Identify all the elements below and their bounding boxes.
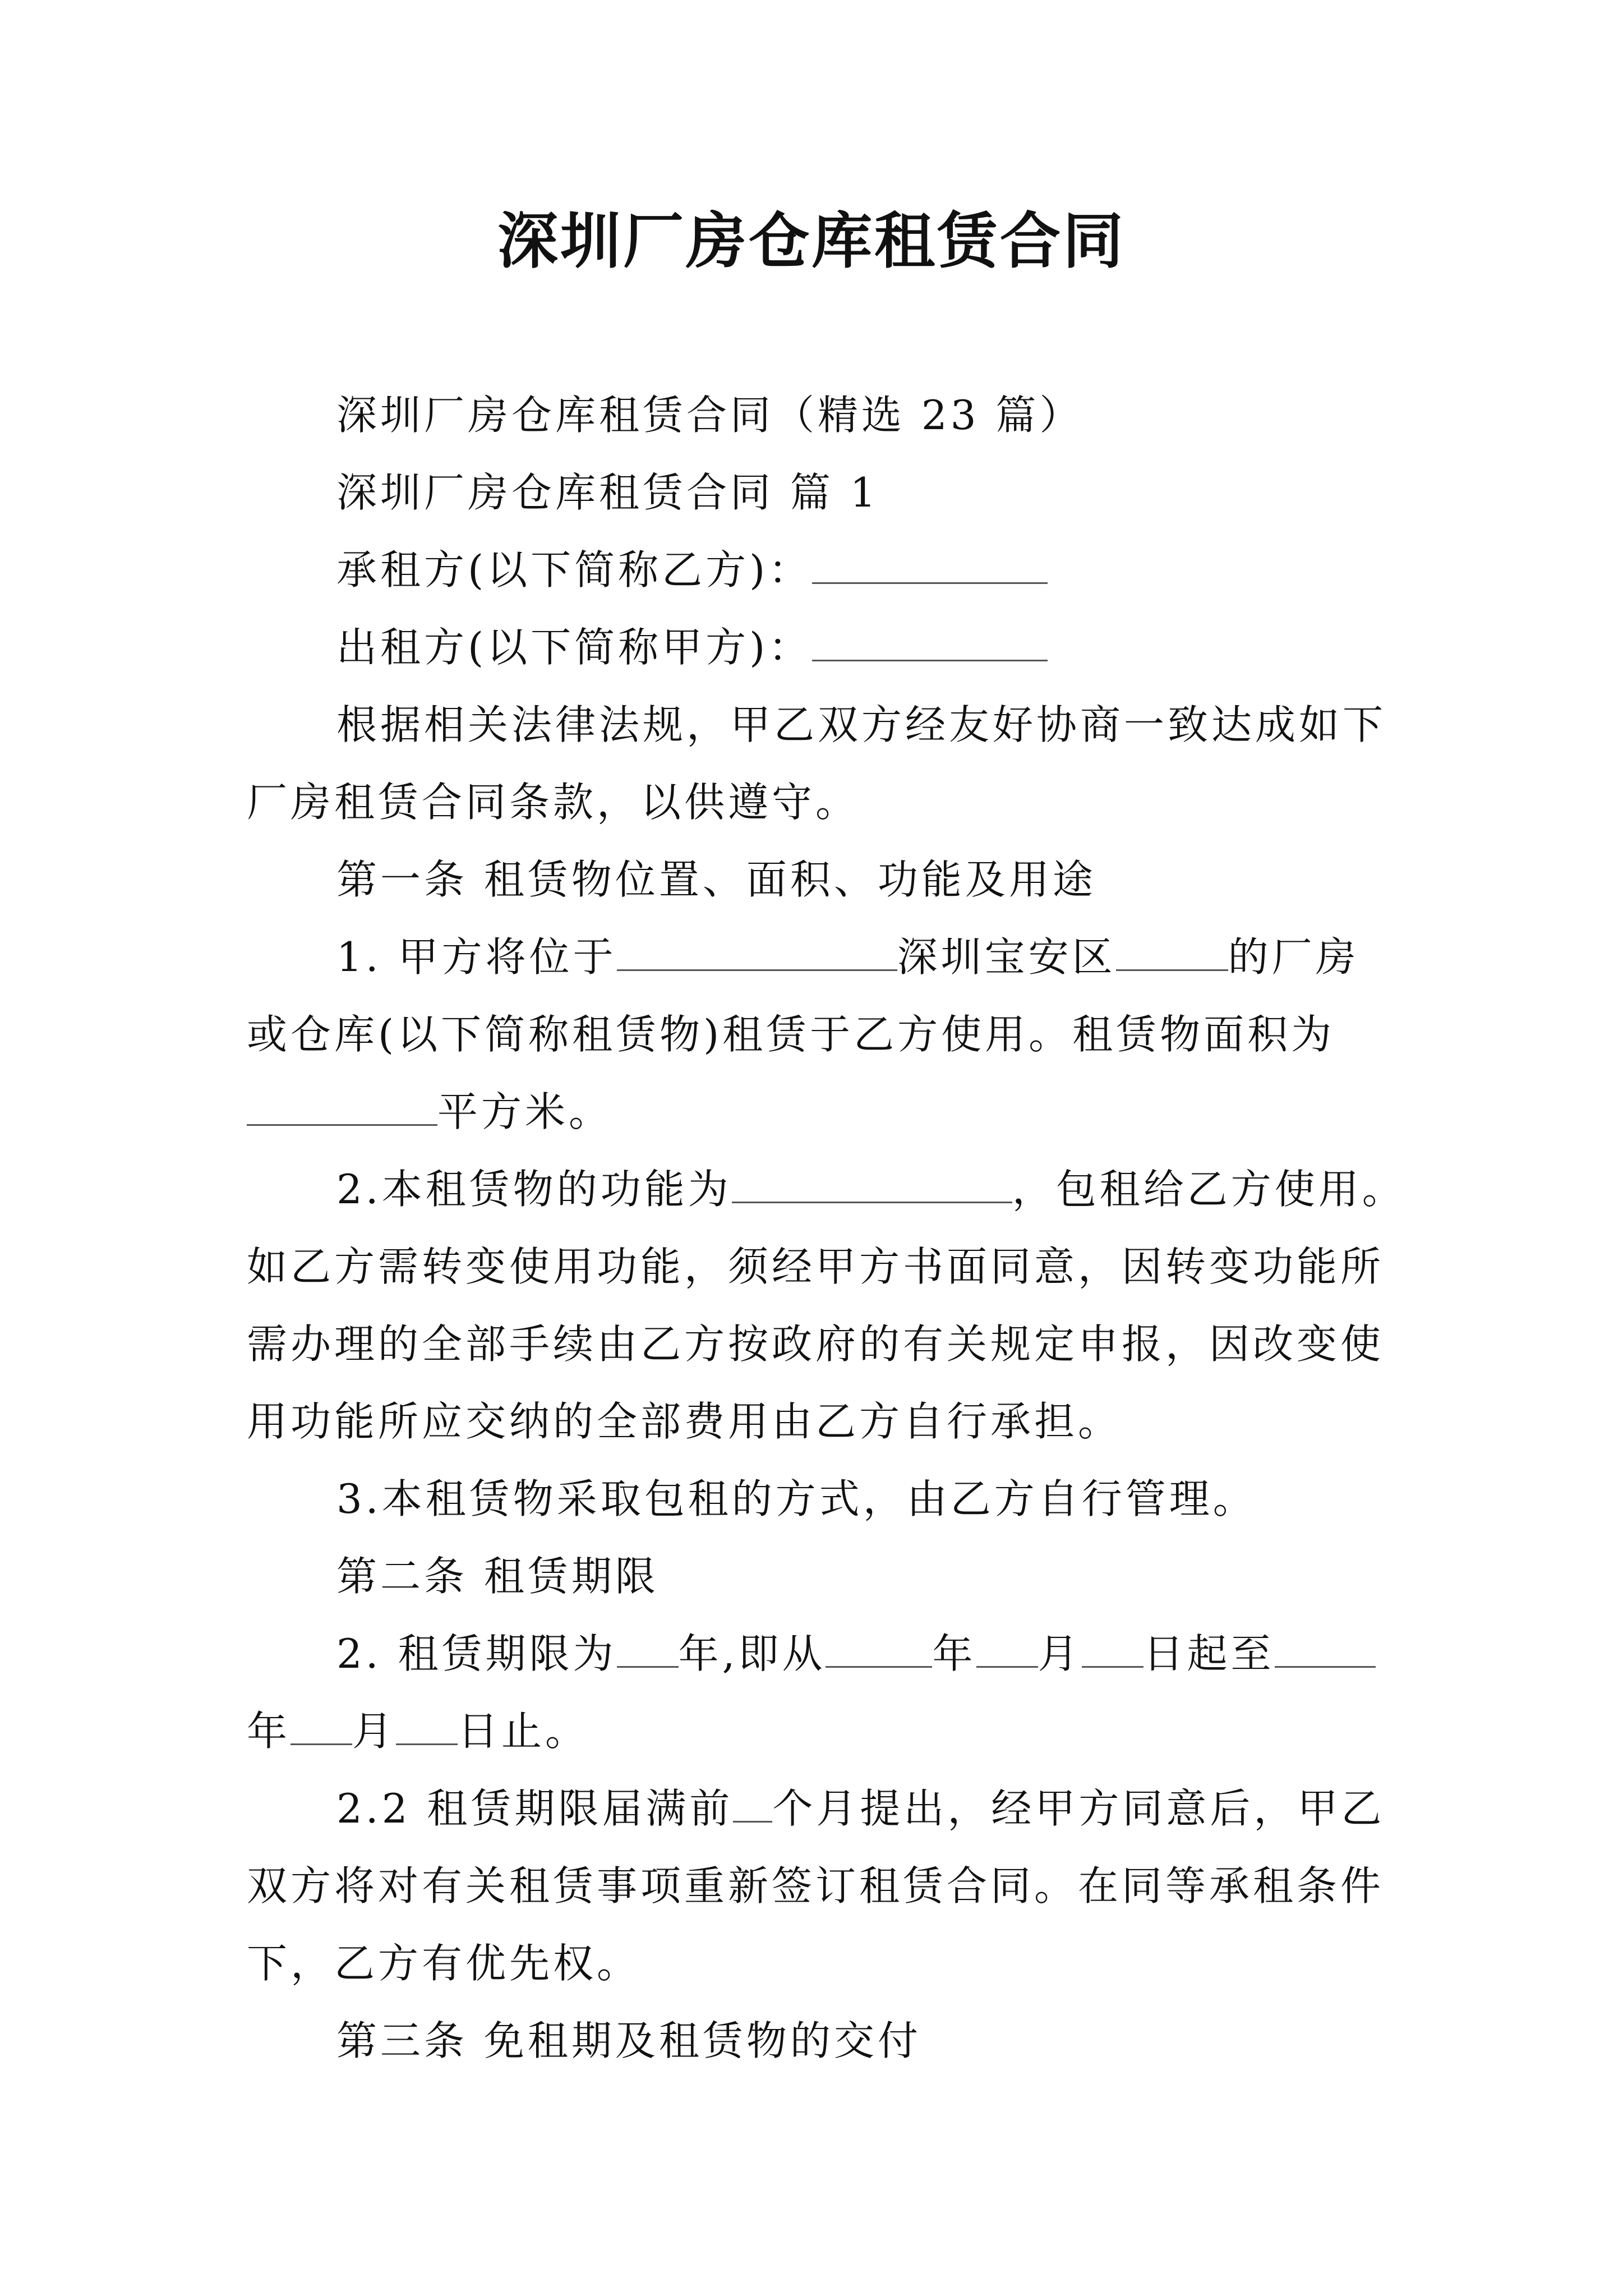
clause-text: 日止。	[458, 1708, 589, 1755]
clause-line: 3.本租赁物采取包租的方式，由乙方自行管理。	[336, 1475, 1257, 1522]
clause-text: 2.2 租赁期限届满前	[336, 1785, 734, 1832]
clause-text: ，包租给乙方使用。	[1012, 1166, 1406, 1213]
blank-field	[733, 1785, 772, 1823]
blank-field	[617, 1630, 679, 1668]
clause-text: 年,即从	[678, 1630, 826, 1677]
subtitle-line: 深圳厂房仓库租赁合同（精选 23 篇）	[336, 392, 1083, 439]
clause-text: 日起至	[1143, 1630, 1275, 1677]
clause-text: 深圳宝安区	[897, 933, 1116, 981]
blank-field	[1275, 1630, 1376, 1668]
paragraph-line: 厂房租赁合同条款，以供遵守。	[247, 779, 860, 826]
article-heading: 第一条 租赁物位置、面积、功能及用途	[336, 856, 1096, 903]
clause-text: 年	[932, 1630, 976, 1677]
blank-field	[396, 1708, 458, 1745]
clause-line: 需办理的全部手续由乙方按政府的有关规定申报，因改变使	[247, 1320, 1385, 1368]
section-heading: 深圳厂房仓库租赁合同 篇 1	[336, 469, 879, 516]
paragraph-line: 根据相关法律法规，甲乙双方经友好协商一致达成如下	[336, 701, 1387, 748]
clause-text: 2.本租赁物的功能为	[336, 1166, 732, 1213]
clause-line	[336, 1626, 1376, 1682]
clause-line	[336, 1161, 1406, 1217]
lessee-label: 承租方(以下简称乙方)：	[336, 546, 813, 593]
clause-text: 月	[1038, 1630, 1082, 1677]
clause-text: 月	[352, 1708, 396, 1755]
article-heading: 第三条 免租期及租赁物的交付	[336, 2017, 921, 2064]
lessor-label: 出租方(以下简称甲方)：	[336, 624, 813, 671]
clause-line: 如乙方需转变使用功能，须经甲方书面同意，因转变功能所	[247, 1243, 1385, 1290]
clause-text: 平方米。	[437, 1088, 613, 1135]
clause-line: 下，乙方有优先权。	[247, 1940, 641, 1987]
clause-text: 1. 甲方将位于	[336, 933, 617, 981]
document-title: 深圳厂房仓库租赁合同	[497, 206, 1126, 277]
blank-field	[812, 546, 1048, 584]
clause-line	[247, 1084, 612, 1140]
blank-field	[812, 624, 1048, 661]
clause-line: 或仓库(以下简称租赁物)租赁于乙方使用。租赁物面积为	[247, 1011, 1335, 1058]
clause-text: 的厂房	[1228, 933, 1359, 981]
blank-field	[976, 1630, 1038, 1668]
clause-line	[336, 929, 1359, 985]
blank-field	[1116, 933, 1228, 971]
lessee-line	[336, 542, 1048, 598]
clause-line: 双方将对有关租赁事项重新签订租赁合同。在同等承租条件	[247, 1862, 1385, 1910]
article-heading: 第二条 租赁期限	[336, 1553, 659, 1600]
blank-field	[247, 1088, 437, 1126]
clause-text: 个月提出，经甲方同意后，甲乙	[772, 1785, 1385, 1832]
blank-field	[732, 1166, 1012, 1203]
blank-field	[1082, 1630, 1144, 1668]
clause-line: 用功能所应交纳的全部费用由乙方自行承担。	[247, 1398, 1122, 1445]
blank-field	[291, 1708, 352, 1745]
clause-text: 2. 租赁期限为	[336, 1630, 617, 1677]
clause-text: 年	[247, 1708, 291, 1755]
blank-field	[617, 933, 897, 971]
lessor-line	[336, 619, 1048, 675]
blank-field	[826, 1630, 932, 1668]
clause-line	[247, 1703, 589, 1759]
clause-line	[336, 1780, 1385, 1837]
